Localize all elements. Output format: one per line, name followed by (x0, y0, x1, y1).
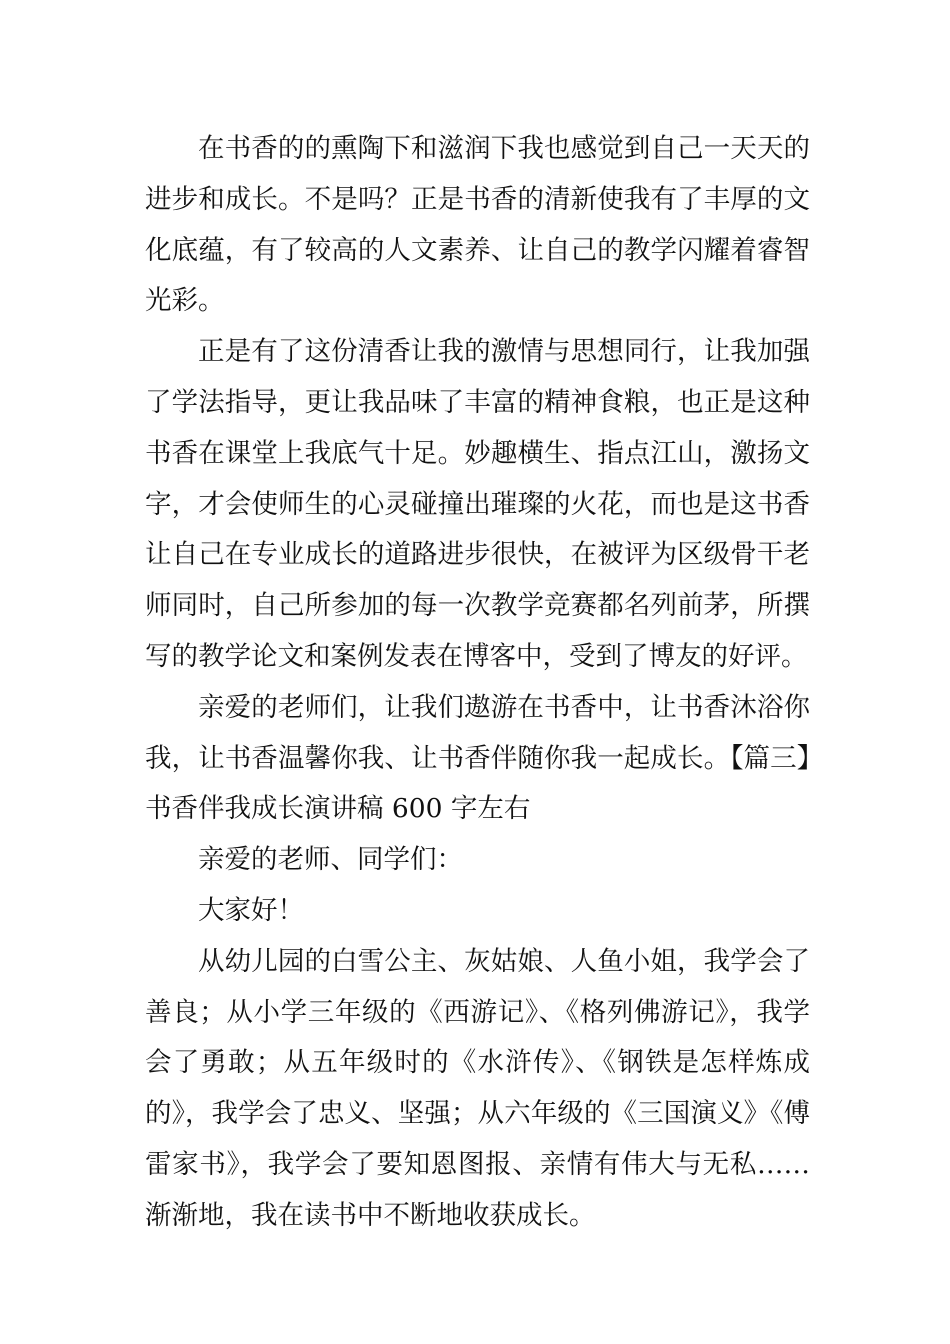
greeting: 大家好！ (198, 894, 304, 926)
paragraph: 亲爱的老师们，让我们遨游在书香中，让书香沐浴你我，让书香温馨你我、让书香伴随你我一起成长。【篇三】书香伴我成长演讲稿 600 字左右 (145, 691, 810, 825)
paragraph: 从幼儿园的白雪公主、灰姑娘、人鱼小姐，我学会了善良；从小学三年级的《西游记》、《格列佛游记》，我学会了勇敢；从五年级时的《水浒传》、《钢铁是怎样炼成的》，我学会了忠义、坚强；从六年级的《三国演义》《傅雷家书》，我学会了要知恩图报、亲情有伟大与无私……渐渐地，我在读书中不断地收获成长。 (145, 945, 810, 1231)
document-body (145, 124, 810, 1242)
paragraph: 在书香的的熏陶下和滋润下我也感觉到自己一天天的进步和成长。不是吗？正是书香的清新使我有了丰厚的文化底蕴，有了较高的人文素养、让自己的教学闪耀着睿智光彩。 (145, 133, 810, 317)
salutation: 亲爱的老师、同学们： (198, 844, 463, 876)
paragraph: 正是有了这份清香让我的激情与思想同行，让我加强了学法指导，更让我品味了丰富的精神食粮，也正是这种书香在课堂上我底气十足。妙趣横生、指点江山，激扬文字，才会使师生的心灵碰撞出璀璨的火花，而也是这书香让自己在专业成长的道路进步很快，在被评为区级骨干老师同时，自己所参加的每一次教学竞赛都名列前茅，所撰写的教学论文和案例发表在博客中，受到了博友的好评。 (145, 336, 810, 672)
